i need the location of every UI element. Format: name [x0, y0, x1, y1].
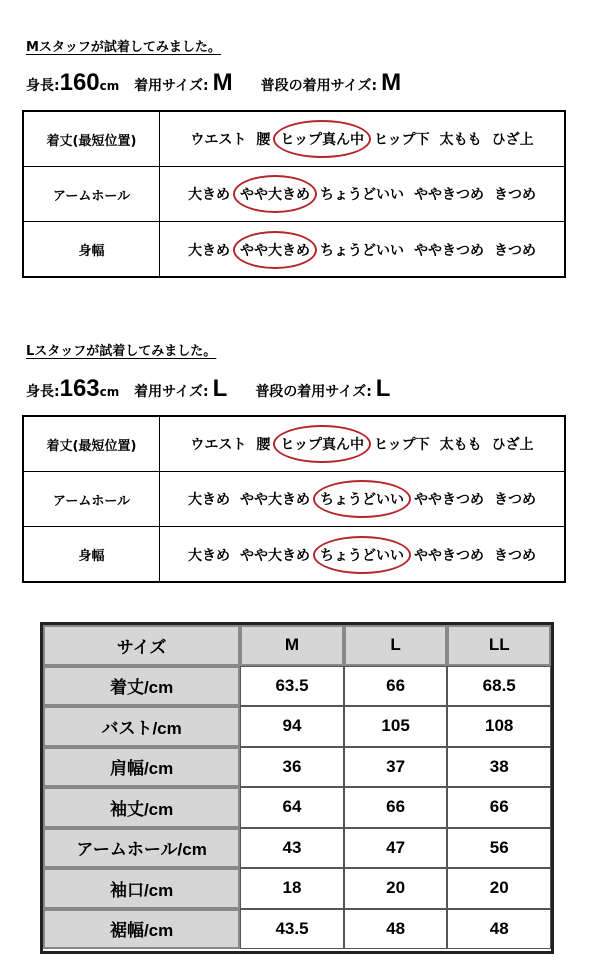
worn-size-value: L [212, 375, 228, 402]
fit-option: ひざ上 [491, 437, 534, 453]
fit-option: 大きめ [188, 187, 230, 203]
fit-option: ヒップ下 [374, 132, 430, 148]
spec-row [43, 666, 551, 707]
spec-value: 66 [344, 666, 448, 707]
fit-row-label: 着丈(最短位置) [24, 417, 160, 471]
spec-row [43, 909, 551, 950]
fit-option-selected: やや大きめ [240, 240, 310, 260]
fit-option: ちょうどいい [320, 187, 404, 203]
l-staff-heading: Lスタッフが試着してみました。 [26, 344, 217, 359]
fit-row [24, 112, 564, 167]
height-unit: cm [99, 79, 120, 93]
spec-value: 48 [344, 909, 448, 950]
spec-header-m: M [240, 625, 344, 666]
spec-measure-label: 着丈/cm [43, 666, 240, 707]
spec-value: 56 [447, 828, 551, 869]
fit-row-label: アームホール [24, 167, 160, 221]
spec-value: 20 [344, 868, 448, 909]
fit-row [24, 527, 564, 582]
fit-options [160, 527, 564, 582]
spec-measure-label: アームホール/cm [43, 828, 240, 869]
spec-measure-label: 肩幅/cm [43, 747, 240, 788]
worn-size-label: 着用サイズ: [134, 78, 209, 94]
fit-option-selected: ちょうどいい [320, 545, 404, 565]
fit-option: 腰 [256, 132, 271, 148]
m-staff-fit-table [22, 110, 566, 278]
spec-row [43, 747, 551, 788]
height-unit: cm [99, 385, 120, 399]
fit-option: ややきつめ [414, 547, 484, 564]
fit-option: 太もも [439, 132, 482, 148]
fit-option-selected: ヒップ真ん中 [280, 434, 364, 454]
spec-value: 48 [447, 909, 551, 950]
fit-option: きつめ [494, 187, 536, 203]
fit-option: 大きめ [188, 242, 230, 259]
fit-options [160, 112, 564, 166]
spec-row [43, 868, 551, 909]
size-spec-table [40, 622, 554, 954]
l-staff-fit-table [22, 415, 566, 583]
spec-value: 36 [240, 747, 344, 788]
spec-value: 43 [240, 828, 344, 869]
worn-size-label: 着用サイズ: [134, 384, 209, 400]
fit-option: 腰 [256, 437, 271, 453]
l-staff-size-line [26, 372, 390, 406]
fit-option: 大きめ [188, 547, 230, 564]
usual-size-label: 普段の着用サイズ: [260, 78, 378, 94]
fit-option: ひざ上 [491, 132, 534, 148]
spec-measure-label: 袖丈/cm [43, 787, 240, 828]
spec-value: 37 [344, 747, 448, 788]
spec-value: 18 [240, 868, 344, 909]
fit-option: きつめ [494, 547, 536, 564]
fit-option: きつめ [494, 242, 536, 259]
spec-value: 63.5 [240, 666, 344, 707]
fit-option: ウエスト [190, 132, 247, 148]
spec-header-l: L [344, 625, 448, 666]
fit-options [160, 167, 564, 221]
height-value: 160 [59, 69, 100, 96]
spec-measure-label: 袖口/cm [43, 868, 240, 909]
usual-size-label: 普段の着用サイズ: [255, 384, 372, 400]
fit-row [24, 222, 564, 277]
usual-size-value: L [375, 375, 391, 402]
fit-row [24, 167, 564, 222]
fit-row [24, 417, 564, 472]
spec-measure-label: 裾幅/cm [43, 909, 240, 950]
spec-value: 64 [240, 787, 344, 828]
fit-option: 太もも [439, 437, 482, 453]
fit-row-label: 身幅 [24, 222, 160, 277]
worn-size-value: M [212, 69, 233, 96]
spec-row [43, 828, 551, 869]
fit-row [24, 472, 564, 527]
fit-option: 大きめ [188, 492, 230, 508]
fit-option: ヒップ下 [374, 437, 430, 453]
height-label: 身長: [26, 78, 60, 94]
spec-value: 105 [344, 706, 448, 747]
fit-options [160, 222, 564, 277]
spec-value: 47 [344, 828, 448, 869]
height-value: 163 [59, 375, 100, 402]
fit-option: やや大きめ [240, 492, 310, 508]
spec-value: 68.5 [447, 666, 551, 707]
fit-option-selected: ヒップ真ん中 [280, 129, 364, 149]
fit-row-label: 身幅 [24, 527, 160, 582]
fit-row-label: アームホール [24, 472, 160, 526]
spec-value: 108 [447, 706, 551, 747]
spec-header-size: サイズ [43, 625, 240, 666]
fit-option: ややきつめ [414, 492, 484, 508]
fit-option: ちょうどいい [320, 242, 404, 259]
fit-option: やや大きめ [240, 547, 310, 564]
spec-value: 66 [344, 787, 448, 828]
fit-options [160, 417, 564, 471]
fit-option: ややきつめ [414, 187, 484, 203]
spec-value: 43.5 [240, 909, 344, 950]
spec-row [43, 706, 551, 747]
usual-size-value: M [381, 69, 402, 96]
spec-header-row [43, 625, 551, 666]
fit-option: ややきつめ [414, 242, 484, 259]
spec-measure-label: バスト/cm [43, 706, 240, 747]
fit-row-label: 着丈(最短位置) [24, 112, 160, 166]
spec-value: 66 [447, 787, 551, 828]
fit-options [160, 472, 564, 526]
spec-value: 94 [240, 706, 344, 747]
spec-header-ll: LL [447, 625, 551, 666]
spec-row [43, 787, 551, 828]
height-label: 身長: [26, 384, 60, 400]
fit-option-selected: やや大きめ [240, 184, 310, 204]
spec-value: 38 [447, 747, 551, 788]
fit-option-selected: ちょうどいい [320, 489, 404, 509]
m-staff-size-line [26, 66, 401, 100]
fit-option: きつめ [494, 492, 536, 508]
spec-value: 20 [447, 868, 551, 909]
m-staff-heading: Mスタッフが試着してみました。 [26, 40, 221, 55]
fit-option: ウエスト [190, 437, 247, 453]
